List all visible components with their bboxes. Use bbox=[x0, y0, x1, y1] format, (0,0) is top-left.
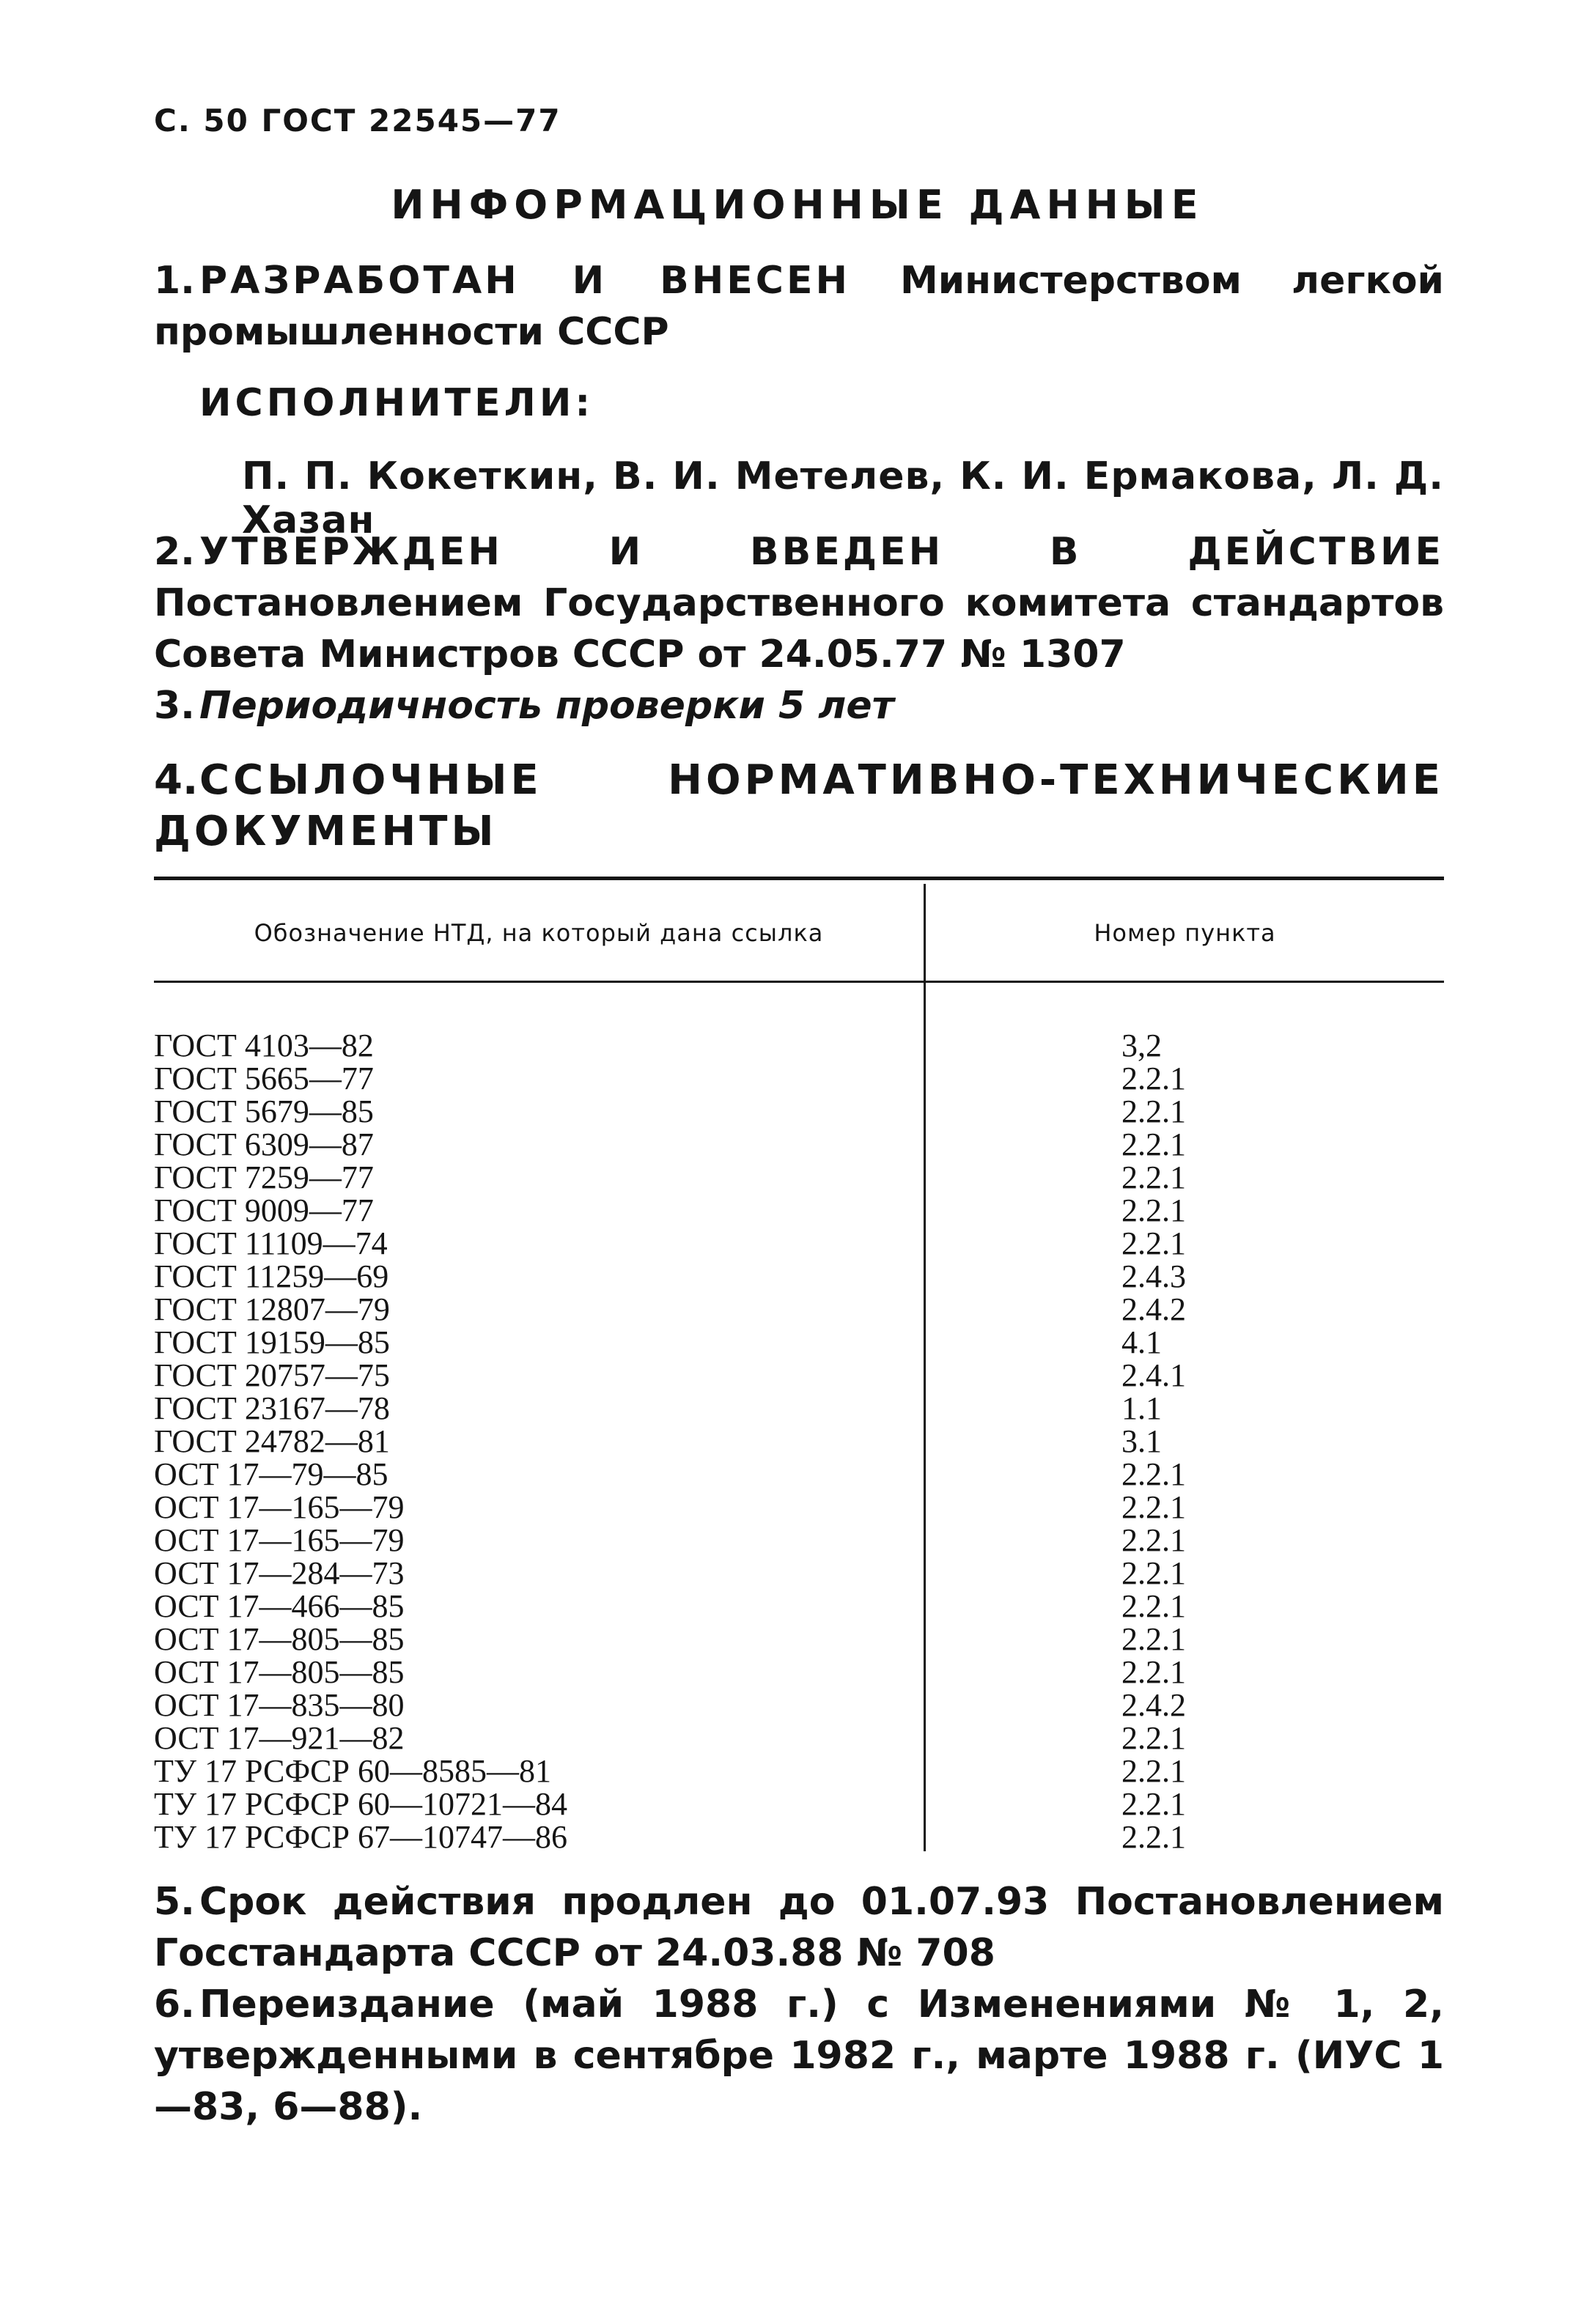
section-4-number: 4. bbox=[154, 756, 199, 804]
table-cell-designation: ГОСТ 4103—82 bbox=[154, 1028, 374, 1063]
section-2-text: Постановлением Государственного комитета стандартов Совета Министров СССР от 24.05.77 № 1307 bbox=[154, 581, 1444, 676]
table-cell-item-number: 2.2.1 bbox=[1121, 1126, 1186, 1162]
section-2-number: 2. bbox=[154, 530, 195, 574]
table-cell-item-number: 2.4.2 bbox=[1121, 1291, 1186, 1327]
table-row bbox=[154, 1194, 1444, 1227]
table-row bbox=[154, 1689, 1444, 1722]
table-cell-designation: ГОСТ 6309—87 bbox=[154, 1126, 374, 1162]
table-cell-designation: ГОСТ 11259—69 bbox=[154, 1258, 389, 1294]
table-cell-item-number: 2.2.1 bbox=[1121, 1720, 1186, 1756]
section-6-number: 6. bbox=[154, 1982, 195, 2026]
table-cell-designation: ГОСТ 23167—78 bbox=[154, 1390, 390, 1426]
table-row bbox=[154, 1557, 1444, 1590]
table-header-item-number: Номер пункта bbox=[1094, 919, 1276, 947]
table-row bbox=[154, 1293, 1444, 1326]
table-row bbox=[154, 1260, 1444, 1293]
table-row bbox=[154, 1722, 1444, 1755]
section-1-caps: РАЗРАБОТАН И ВНЕСЕН bbox=[199, 259, 851, 303]
table-cell-designation: ОСТ 17—835—80 bbox=[154, 1687, 405, 1723]
table-row bbox=[154, 1062, 1444, 1095]
section-6 bbox=[154, 1979, 1444, 2133]
table-cell-item-number: 2.2.1 bbox=[1121, 1522, 1186, 1558]
section-3-text: Периодичность проверки 5 лет bbox=[199, 684, 894, 728]
table-cell-item-number: 2.2.1 bbox=[1121, 1819, 1186, 1855]
table-row bbox=[154, 1161, 1444, 1194]
table-row bbox=[154, 1425, 1444, 1458]
section-5-number: 5. bbox=[154, 1880, 195, 1924]
table-cell-designation: ГОСТ 12807—79 bbox=[154, 1291, 390, 1327]
table-cell-designation: ГОСТ 5665—77 bbox=[154, 1060, 374, 1096]
table-cell-item-number: 1.1 bbox=[1121, 1390, 1162, 1426]
table-cell-designation: ГОСТ 5679—85 bbox=[154, 1093, 374, 1129]
section-1-text: Министерством легкой промышленности СССР bbox=[154, 259, 1444, 354]
section-6-text: Переиздание (май 1988 г.) с Изменениями № 1, 2, утвержденными в сентябре 1982 г., марте 1988 г. (ИУС 1—83, 6—88). bbox=[154, 1982, 1444, 2129]
table-top-rule bbox=[154, 877, 1444, 880]
table-cell-designation: ГОСТ 20757—75 bbox=[154, 1357, 390, 1393]
table-row bbox=[154, 1590, 1444, 1623]
table-cell-designation: ОСТ 17—805—85 bbox=[154, 1621, 405, 1657]
table-row bbox=[154, 1392, 1444, 1425]
table-cell-item-number: 2.2.1 bbox=[1121, 1225, 1186, 1261]
table-cell-designation: ГОСТ 9009—77 bbox=[154, 1192, 374, 1228]
table-row bbox=[154, 1788, 1444, 1821]
table-cell-designation: ГОСТ 7259—77 bbox=[154, 1159, 374, 1195]
table-cell-item-number: 2.2.1 bbox=[1121, 1786, 1186, 1822]
table-row bbox=[154, 1359, 1444, 1392]
section-1-number: 1. bbox=[154, 259, 195, 303]
table-cell-designation: ТУ 17 РСФСР 60—8585—81 bbox=[154, 1753, 551, 1789]
table-cell-designation: ГОСТ 24782—81 bbox=[154, 1423, 390, 1459]
section-1 bbox=[154, 255, 1444, 358]
table-cell-item-number: 2.2.1 bbox=[1121, 1456, 1186, 1492]
table-cell-item-number: 2.2.1 bbox=[1121, 1192, 1186, 1228]
section-5 bbox=[154, 1876, 1444, 1979]
table-cell-designation: ГОСТ 11109—74 bbox=[154, 1225, 388, 1261]
table-row bbox=[154, 1524, 1444, 1557]
table-cell-item-number: 2.2.1 bbox=[1121, 1159, 1186, 1195]
table-cell-item-number: 2.2.1 bbox=[1121, 1753, 1186, 1789]
table-row bbox=[154, 1821, 1444, 1853]
table-row bbox=[154, 1095, 1444, 1128]
table-cell-item-number: 4.1 bbox=[1121, 1324, 1162, 1360]
table-cell-item-number: 2.4.1 bbox=[1121, 1357, 1186, 1393]
table-cell-designation: ОСТ 17—805—85 bbox=[154, 1654, 405, 1690]
table-cell-designation: ОСТ 17—284—73 bbox=[154, 1555, 405, 1591]
document-title: ИНФОРМАЦИОННЫЕ ДАННЫЕ bbox=[391, 182, 1204, 228]
table-row bbox=[154, 1128, 1444, 1161]
table-cell-designation: ГОСТ 19159—85 bbox=[154, 1324, 390, 1360]
table-cell-item-number: 2.2.1 bbox=[1121, 1489, 1186, 1525]
references-table bbox=[154, 877, 1444, 1859]
table-row bbox=[154, 1029, 1444, 1062]
table-cell-item-number: 2.2.1 bbox=[1121, 1060, 1186, 1096]
table-row bbox=[154, 1656, 1444, 1689]
table-header-rule bbox=[154, 981, 1444, 983]
executors-label: ИСПОЛНИТЕЛИ: bbox=[199, 381, 594, 425]
table-row bbox=[154, 1227, 1444, 1260]
section-3-number: 3. bbox=[154, 684, 195, 728]
table-row bbox=[154, 1623, 1444, 1656]
table-cell-item-number: 2.2.1 bbox=[1121, 1555, 1186, 1591]
table-cell-item-number: 2.4.2 bbox=[1121, 1687, 1186, 1723]
table-cell-item-number: 2.2.1 bbox=[1121, 1654, 1186, 1690]
executors-names: П. П. Кокеткин, В. И. Метелев, К. И. Ермакова, Л. Д. Хазан bbox=[242, 454, 1444, 542]
table-cell-item-number: 2.4.3 bbox=[1121, 1258, 1186, 1294]
table-cell-item-number: 2.2.1 bbox=[1121, 1588, 1186, 1624]
table-header-designation: Обозначение НТД, на который дана ссылка bbox=[254, 919, 824, 947]
table-cell-designation: ОСТ 17—165—79 bbox=[154, 1522, 405, 1558]
page-header: С. 50 ГОСТ 22545—77 bbox=[154, 103, 561, 139]
table-row bbox=[154, 1755, 1444, 1788]
table-cell-item-number: 3.1 bbox=[1121, 1423, 1162, 1459]
section-2-caps: УТВЕРЖДЕН И ВВЕДЕН В ДЕЙСТВИЕ bbox=[199, 530, 1444, 574]
table-cell-designation: ОСТ 17—165—79 bbox=[154, 1489, 405, 1525]
table-cell-designation: ОСТ 17—79—85 bbox=[154, 1456, 388, 1492]
table-cell-designation: ТУ 17 РСФСР 60—10721—84 bbox=[154, 1786, 567, 1822]
table-cell-designation: ТУ 17 РСФСР 67—10747—86 bbox=[154, 1819, 567, 1855]
section-5-text: Срок действия продлен до 01.07.93 Постановлением Госстандарта СССР от 24.03.88 № 708 bbox=[154, 1880, 1444, 1975]
section-4 bbox=[154, 755, 1444, 857]
table-row bbox=[154, 1458, 1444, 1491]
table-row bbox=[154, 1326, 1444, 1359]
table-cell-item-number: 2.2.1 bbox=[1121, 1621, 1186, 1657]
section-3 bbox=[154, 680, 1444, 731]
section-4-caps: ССЫЛОЧНЫЕ НОРМАТИВНО-ТЕХНИЧЕСКИЕ ДОКУМЕНТЫ bbox=[154, 756, 1444, 855]
table-cell-designation: ОСТ 17—921—82 bbox=[154, 1720, 405, 1756]
table-row bbox=[154, 1491, 1444, 1524]
table-cell-designation: ОСТ 17—466—85 bbox=[154, 1588, 405, 1624]
table-body bbox=[154, 1029, 1444, 1853]
table-cell-item-number: 2.2.1 bbox=[1121, 1093, 1186, 1129]
section-2 bbox=[154, 526, 1444, 680]
table-cell-item-number: 3,2 bbox=[1121, 1028, 1162, 1063]
